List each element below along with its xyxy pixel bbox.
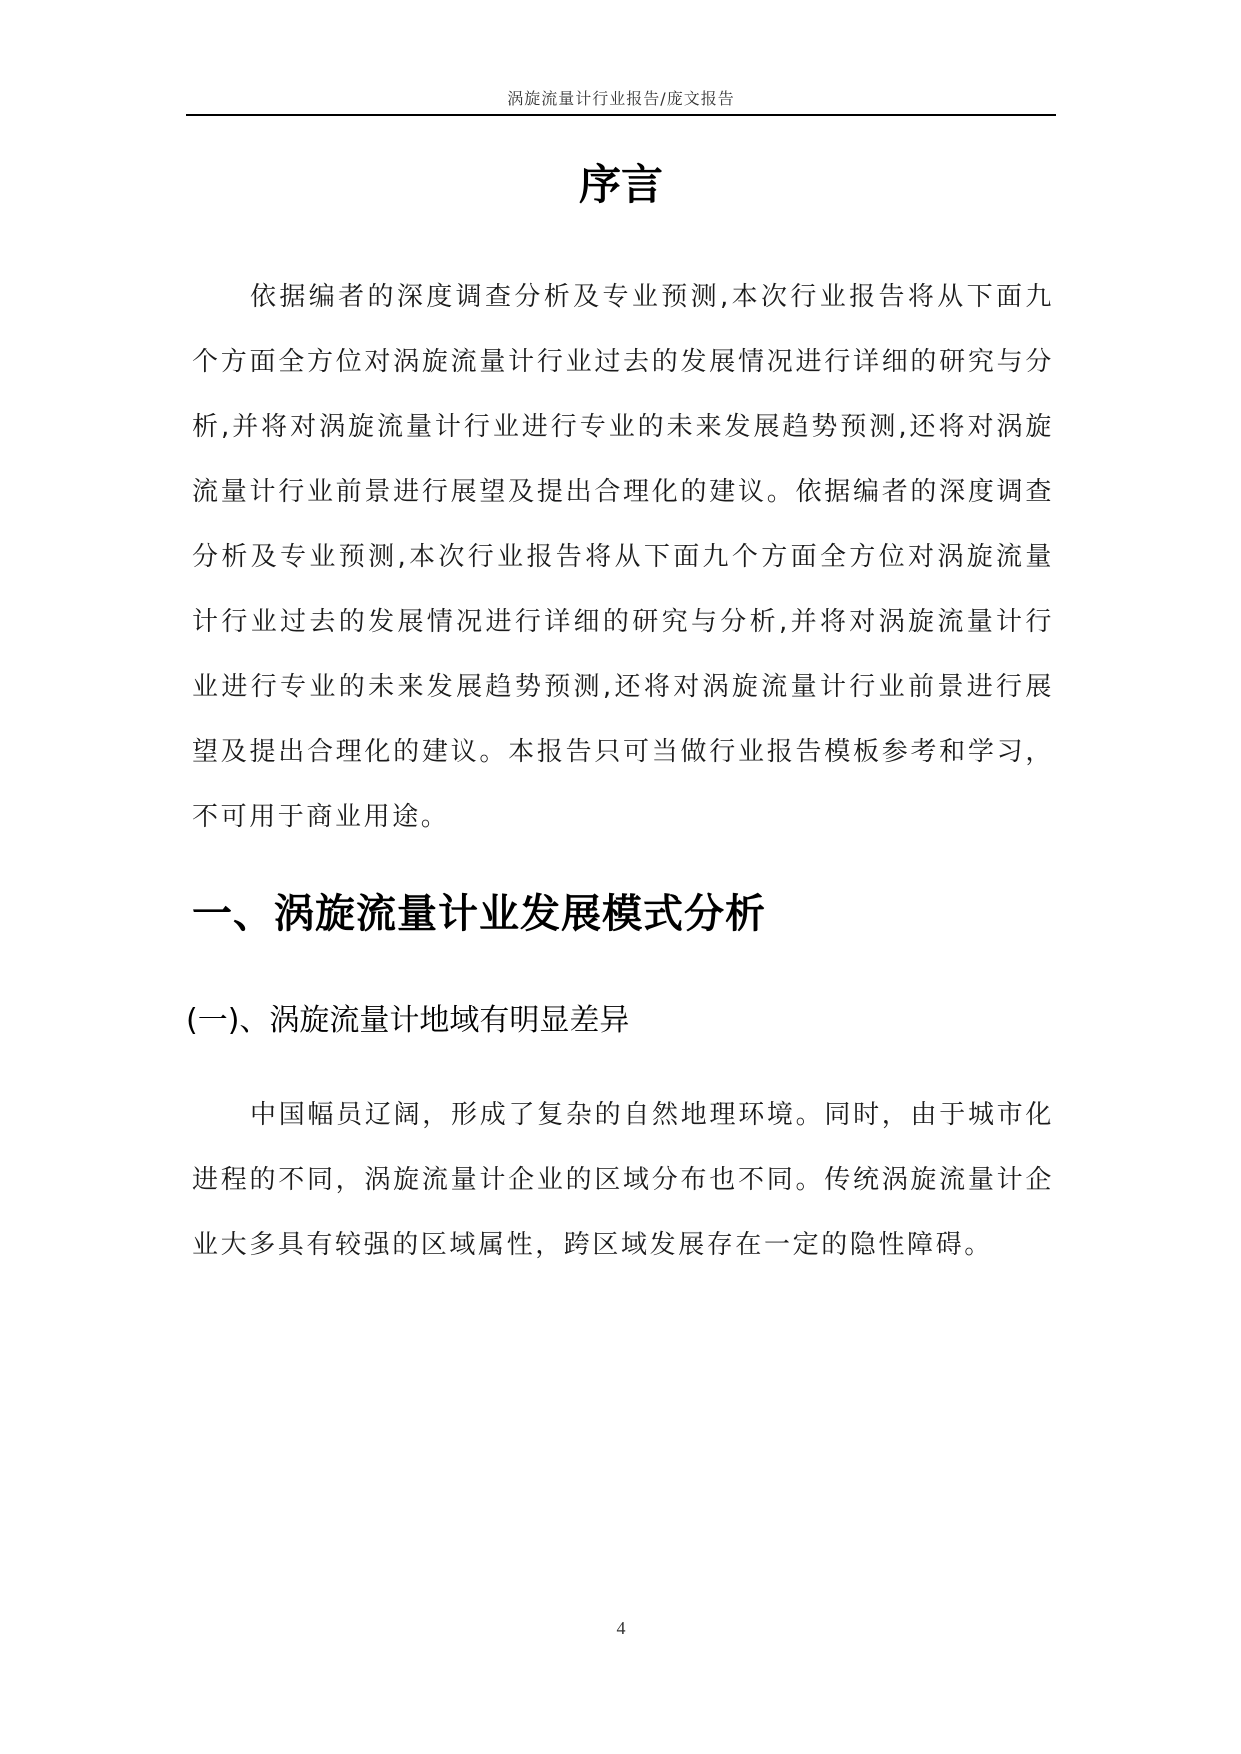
preface-paragraph: 依据编者的深度调查分析及专业预测,本次行业报告将从下面九个方面全方位对涡旋流量计行业过去的发展情况进行详细的研究与分析,并将对涡旋流量计行业进行专业的未来发展趋势预测,还将对涡旋流量计行业前景进行展望及提出合理化的建议。依据编者的深度调查分析及专业预测,本次行业报告将从下面九个方面全方位对涡旋流量计行业过去的发展情况进行详细的研究与分析,并将对涡旋流量计行业进行专业的未来发展趋势预测,还将对涡旋流量计行业前景进行展望及提出合理化的建议。本报告只可当做行业报告模板参考和学习，不可用于商业用途。	[192, 282, 1054, 832]
preface-title: 序言	[578, 160, 663, 209]
running-header: 涡旋流量计行业报告/庞文报告	[507, 89, 735, 108]
header-divider	[186, 114, 1056, 116]
subsection-paragraph: 中国幅员辽阔，形成了复杂的自然地理环境。同时，由于城市化进程的不同，涡旋流量计企业的区域分布也不同。传统涡旋流量计企业大多具有较强的区域属性，跨区域发展存在一定的隐性障碍。	[192, 1100, 1054, 1260]
subsection-heading: (一)、涡旋流量计地域有明显差异	[186, 1003, 630, 1038]
page-number: 4	[616, 1618, 626, 1638]
section-heading: 一、涡旋流量计业发展模式分析	[192, 891, 766, 937]
